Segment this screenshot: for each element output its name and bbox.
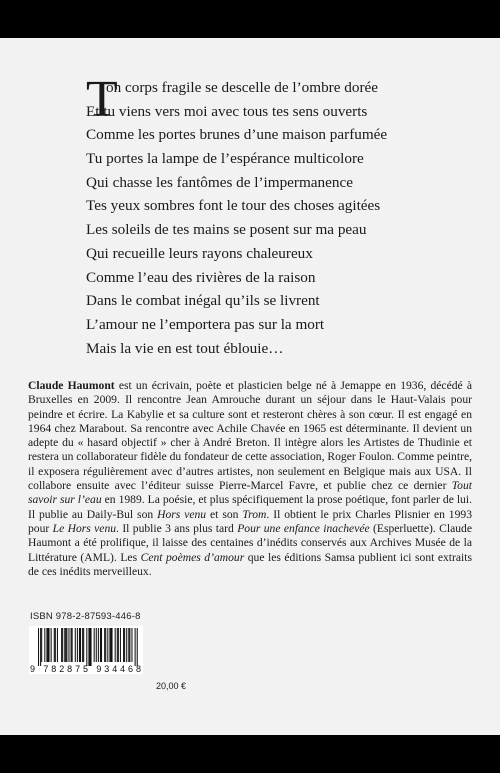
- barcode-bar: [129, 628, 130, 662]
- bio-text: (Esperluette). Claude Haumont a été prolifique, il laisse des centaines d’inédits conservés aux Archives Musée de la Littérature (AML). Les: [28, 521, 472, 564]
- bottom-black-bar: [0, 735, 500, 773]
- barcode-bar: [46, 628, 47, 662]
- poem-line: Tu portes la lampe de l’espérance multicolore: [86, 150, 364, 168]
- poem-dropcap: T: [86, 71, 118, 128]
- barcode-bar: [91, 628, 92, 666]
- barcode-bar: [41, 628, 42, 662]
- barcode-bar: [101, 628, 102, 662]
- book-title: Tout savoir sur l’eau: [28, 479, 472, 507]
- poem-line: Tes yeux sombres font le tour des choses agitées: [86, 197, 381, 215]
- barcode-bar: [82, 628, 83, 662]
- barcode-bar: [120, 628, 121, 662]
- barcode-bar: [54, 628, 55, 662]
- barcode-bar: [89, 628, 90, 666]
- poem: [86, 71, 446, 360]
- barcode-bar: [71, 628, 72, 662]
- barcode-bar: [44, 628, 45, 662]
- barcode-bar: [65, 628, 66, 662]
- barcode-bar: [51, 628, 52, 662]
- poem-line: Comme les portes brunes d’une maison parfumée: [86, 126, 388, 144]
- barcode-bar: [107, 628, 108, 662]
- barcode-bar: [105, 628, 106, 662]
- barcode-bar: [137, 628, 138, 666]
- poem-line: Comme l’eau des rivières de la raison: [86, 268, 316, 286]
- price-label: 20,00 €: [156, 681, 187, 691]
- poem-line: L’amour ne l’emportera pas sur la mort: [86, 315, 325, 333]
- barcode-bar: [40, 628, 41, 666]
- bio-text: est un écrivain, poète et plasticien belge né à Jemappe en 1936, décédé à Bruxelles en 2009. Il rencontre Jean Amrouche durant un séjour dans le Haut-Valais pour peindre et écrire. La Kabylie et sa culture sont et resteront chères à son cœur. Il est engagé en 1964 chez Marabout. Sa rencontre avec Achile Chavée en 1965 est déterminante. Il devient un adepte du « hasard objectif » cher à André Breton. Il intègre alors les Artistes de Thudinie et restera un collaborateur fidèle du fondateur de cette association, Roger Foulon. Comme peintre, il exposera régulièrement avec d’autres artistes, non seulement en Belgique mais aux USA. Il collabore ensuite avec l’éditeur suisse Pierre-Marcel Favre, et publie chez ce dernier: [28, 379, 473, 493]
- barcode-bar: [126, 628, 127, 662]
- barcode-bar: [124, 628, 125, 662]
- top-black-bar: [0, 0, 500, 38]
- poem-line: on corps fragile se descelle de l’ombre dorée: [106, 79, 378, 96]
- barcode-bar: [98, 628, 99, 662]
- barcode-bar: [80, 628, 81, 662]
- barcode-bar: [96, 628, 97, 662]
- poem-line: Qui recueille leurs rayons chaleureux: [86, 244, 313, 262]
- barcode-bar: [62, 628, 63, 662]
- barcode-bar: [104, 628, 105, 662]
- barcode-bar: [118, 628, 119, 662]
- bio-text: et son: [206, 507, 243, 521]
- barcode-bar: [68, 628, 69, 662]
- poem-line: Dans le combat inégal qu’ils se livrent: [86, 292, 320, 310]
- author-biography: [28, 379, 472, 579]
- barcode-bar: [117, 628, 118, 662]
- barcode-bar: [79, 628, 80, 662]
- barcode-bar: [88, 628, 89, 666]
- book-title: Trom: [242, 507, 267, 521]
- barcode-bar: [100, 628, 101, 662]
- barcode-bar: [115, 628, 116, 662]
- barcode-bar: [66, 628, 67, 662]
- poem-line: Et tu viens vers moi avec tous tes sens ouverts: [86, 102, 368, 120]
- barcode-bar: [77, 628, 78, 662]
- bio-text: . Il publie 3 ans plus tard: [116, 521, 238, 535]
- barcode-bar: [72, 628, 73, 662]
- barcode-bar: [55, 628, 56, 662]
- barcode-bar: [64, 628, 65, 662]
- barcode-bar: [128, 628, 129, 662]
- barcode-bar: [86, 628, 87, 666]
- barcode-bar: [109, 628, 110, 662]
- bio-text: en 1989. La poésie, et plus spécifiquement la prose poétique, font parler de lui. Il publie au Daily-Bul son: [28, 493, 472, 521]
- barcode-bar: [112, 628, 113, 662]
- isbn-label: ISBN 978-2-87593-446-8: [30, 611, 141, 622]
- barcode-bar: [83, 628, 84, 662]
- poem-line: Mais la vie en est tout éblouie…: [86, 339, 284, 357]
- poem-line: Qui chasse les fantômes de l’impermanence: [86, 173, 353, 191]
- barcode-bar: [110, 628, 111, 662]
- barcode-bar: [38, 628, 39, 666]
- barcode-bar: [57, 628, 58, 662]
- barcode-bar: [49, 628, 50, 662]
- bio-text: . Il obtient le prix Charles Plisnier en 1993 pour: [28, 507, 472, 535]
- barcode-bar: [61, 628, 62, 662]
- author-name: Claude Haumont: [28, 379, 115, 392]
- barcode-bar: [75, 628, 76, 662]
- book-title: Cent poèmes d’amour: [140, 550, 245, 564]
- book-title: Pour une enfance inachevée: [237, 521, 370, 535]
- barcode-bar: [131, 628, 132, 662]
- bio-text: que les éditions Samsa publient ici sont extraits de ces inédits merveilleux.: [28, 550, 472, 578]
- book-back-cover: [0, 38, 500, 735]
- poem-line: Les soleils de tes mains se posent sur ma peau: [86, 221, 367, 239]
- barcode-digits: 9 782875 934468: [30, 664, 141, 674]
- barcode-bar: [135, 628, 136, 666]
- barcode-bar: [123, 628, 124, 662]
- barcode-graphic: [29, 626, 143, 674]
- book-title: Le Hors venu: [52, 521, 117, 535]
- barcode-bar: [47, 628, 48, 662]
- barcode: [29, 626, 143, 674]
- book-title: Hors venu: [157, 507, 207, 521]
- barcode-bar: [94, 628, 95, 662]
